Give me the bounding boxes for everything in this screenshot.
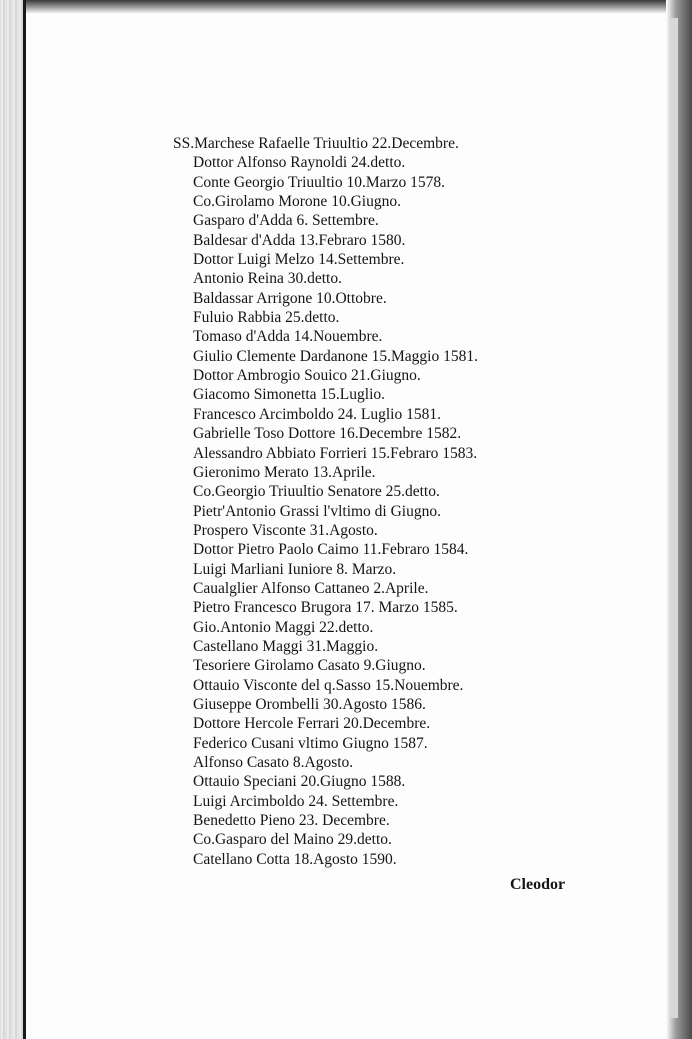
catchword: Cleodor <box>510 876 566 893</box>
list-item: Giuseppe Orombelli 30.Agosto 1586. <box>193 695 426 713</box>
entry-list <box>173 134 478 869</box>
list-item: Francesco Arcimboldo 24. Luglio 1581. <box>193 405 441 423</box>
list-item: Pietro Francesco Brugora 17. Marzo 1585. <box>193 599 458 617</box>
list-item: Dottor Alfonso Raynoldi 24.detto. <box>193 154 406 172</box>
list-item: Conte Georgio Triuultio 10.Marzo 1578. <box>193 173 446 191</box>
list-item: Baldassar Arrigone 10.Ottobre. <box>193 289 387 307</box>
list-item: Gabrielle Toso Dottore 16.Decembre 1582. <box>193 425 462 443</box>
list-item: Co.Gasparo del Maino 29.detto. <box>193 831 392 849</box>
list-item: Prospero Visconte 31.Agosto. <box>193 521 378 539</box>
list-item: Ottauio Speciani 20.Giugno 1588. <box>193 773 406 791</box>
list-item: Tesoriere Girolamo Casato 9.Giugno. <box>193 657 426 675</box>
list-item: Gio.Antonio Maggi 22.detto. <box>193 618 374 636</box>
list-item: Benedetto Pieno 23. Decembre. <box>193 812 390 830</box>
list-item: Ottauio Visconte del q.Sasso 15.Nouembre. <box>193 676 464 694</box>
list-item: Luigi Arcimboldo 24. Settembre. <box>193 792 399 810</box>
list-item: SS.Marchese Rafaelle Triuultio 22.Decembre. <box>173 135 459 152</box>
list-item: Fuluio Rabbia 25.detto. <box>193 309 340 327</box>
list-item: Castellano Maggi 31.Maggio. <box>193 637 379 655</box>
book-left-edge <box>0 0 26 1039</box>
list-item: Tomaso d'Adda 14.Nouembre. <box>193 328 383 346</box>
list-item: Alessandro Abbiato Forrieri 15.Febraro 1583. <box>193 444 478 462</box>
list-item: Gieronimo Merato 13.Aprile. <box>193 463 376 481</box>
list-item: Alfonso Casato 8.Agosto. <box>193 754 354 771</box>
list-item: Pietr'Antonio Grassi l'vltimo di Giugno. <box>193 502 441 520</box>
list-item: Caualglier Alfonso Cattaneo 2.Aprile. <box>193 579 429 597</box>
page-top-shadow <box>26 0 666 14</box>
list-item: Co.Georgio Triuultio Senatore 25.detto. <box>193 483 440 501</box>
list-item: Luigi Marliani Iuniore 8. Marzo. <box>193 560 397 578</box>
list-item: Baldesar d'Adda 13.Febraro 1580. <box>193 231 406 249</box>
list-item: Giulio Clemente Dardanone 15.Maggio 1581. <box>193 347 478 365</box>
list-item: Catellano Cotta 18.Agosto 1590. <box>193 850 397 868</box>
page-right-strip <box>670 18 678 1018</box>
list-item: Giacomo Simonetta 15.Luglio. <box>193 386 386 404</box>
list-item: Dottore Hercole Ferrari 20.Decembre. <box>193 715 431 733</box>
list-item: Antonio Reina 30.detto. <box>193 270 342 288</box>
list-item: Gasparo d'Adda 6. Settembre. <box>193 212 379 230</box>
list-item: Co.Girolamo Morone 10.Giugno. <box>193 193 401 211</box>
list-item: Dottor Ambrogio Souico 21.Giugno. <box>193 367 421 385</box>
list-item: Federico Cusani vltimo Giugno 1587. <box>193 734 428 752</box>
list-item: Dottor Pietro Paolo Caimo 11.Febraro 1584. <box>193 541 469 559</box>
list-item: Dottor Luigi Melzo 14.Settembre. <box>193 251 405 269</box>
